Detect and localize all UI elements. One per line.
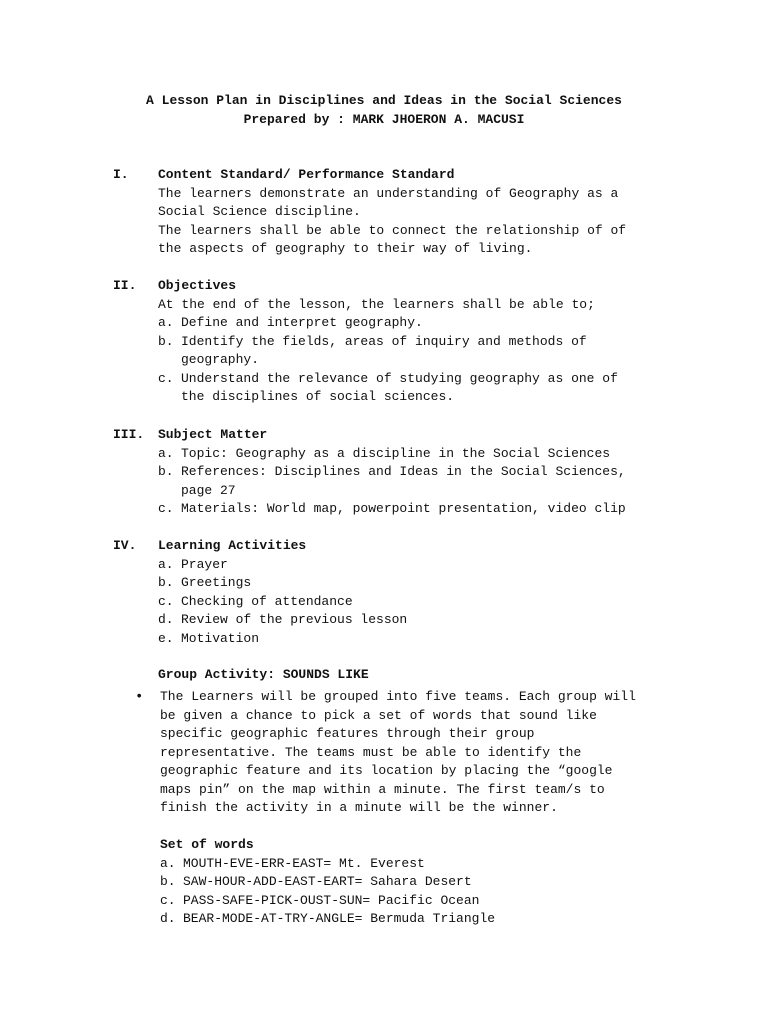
section-heading: Objectives [158, 278, 237, 293]
list-item-label: a. [158, 315, 174, 330]
paragraph-line: finish the activity in a minute will be the winner. [160, 800, 558, 815]
list-item-label: d. [158, 612, 174, 627]
paragraph-line: representative. The teams must be able to identify the [160, 744, 582, 760]
list-item-label: a. [158, 556, 174, 572]
list-item-text: Greetings [181, 575, 252, 590]
list-item-label: a. [160, 855, 176, 871]
list-item-label: d. [160, 911, 176, 926]
list-item-label: c. [158, 593, 174, 609]
paragraph-line: be given a chance to pick a set of words that sound like [160, 707, 597, 723]
section-subject-matter [113, 426, 673, 519]
list-item [158, 314, 673, 333]
list-item-text: PASS-SAFE-PICK-OUST-SUN= Pacific Ocean [183, 892, 480, 908]
paragraph-line: the aspects of geography to their way of living. [158, 241, 533, 256]
section-content-standard [113, 166, 673, 259]
list-item-text: MOUTH-EVE-ERR-EAST= Mt. Everest [183, 855, 425, 871]
list-item [158, 630, 673, 649]
section-heading: Learning Activities [158, 538, 307, 553]
set-of-words-heading: Set of words [160, 837, 254, 852]
paragraph-line: The learners demonstrate an understanding of Geography as a [158, 185, 619, 201]
list-item-text: Identify the fields, areas of inquiry and methods of [181, 333, 587, 349]
group-activity-heading: Group Activity: SOUNDS LIKE [158, 667, 369, 682]
paragraph-line: Social Science discipline. [158, 204, 361, 219]
list-item-label: e. [158, 630, 174, 646]
paragraph-line: maps pin” on the map within a minute. The first team/s to [160, 781, 605, 797]
section-learning-activities [113, 537, 673, 648]
list-item-text: Prayer [181, 556, 228, 572]
list-item-label: b. [158, 575, 174, 590]
list-item-text: geography. [181, 352, 260, 367]
list-item-text: Topic: Geography as a discipline in the Social Sciences [181, 445, 611, 461]
paragraph-line: specific geographic features through their group [160, 726, 535, 741]
list-item [158, 463, 673, 500]
section-heading: Content Standard/ Performance Standard [158, 167, 455, 182]
document-author: Prepared by : MARK JHOERON A. MACUSI [243, 111, 525, 127]
list-item-label: c. [160, 892, 176, 908]
list-item-text: Checking of attendance [181, 593, 353, 609]
list-item-label: b. [160, 874, 176, 889]
section-objectives [113, 277, 673, 407]
list-item [158, 333, 673, 370]
group-activity-description [160, 688, 720, 818]
list-item-label: c. [158, 370, 174, 386]
section-number: II. [113, 278, 137, 293]
list-item-text: Understand the relevance of studying geography as one of [181, 370, 618, 386]
list-item [158, 500, 673, 519]
paragraph-line: geographic feature and its location by placing the “google [160, 763, 613, 778]
list-item [160, 855, 720, 874]
list-item [158, 593, 673, 612]
list-item-text: Define and interpret geography. [181, 315, 423, 330]
list-item-text: References: Disciplines and Ideas in the Social Sciences, [181, 464, 626, 479]
list-item-text: Materials: World map, powerpoint presentation, video clip [181, 501, 626, 516]
section-intro: At the end of the lesson, the learners shall be able to; [158, 296, 595, 312]
list-item-label: b. [158, 333, 174, 349]
paragraph-line: The Learners will be grouped into five teams. Each group will [160, 689, 636, 704]
document-title: A Lesson Plan in Disciplines and Ideas in the Social Sciences [146, 93, 622, 108]
set-of-words [160, 836, 720, 929]
list-item [158, 445, 673, 464]
bullet-icon: • [135, 689, 144, 705]
list-item [158, 556, 673, 575]
list-item [158, 611, 673, 630]
list-item-text: Review of the previous lesson [181, 612, 408, 627]
list-item-text: Motivation [181, 630, 260, 646]
list-item [160, 910, 720, 929]
section-number: IV. [113, 538, 137, 553]
list-item [158, 574, 673, 593]
list-item [160, 892, 720, 911]
list-item-text: page 27 [181, 482, 236, 498]
list-item-text: BEAR-MODE-AT-TRY-ANGLE= Bermuda Triangle [183, 911, 496, 926]
section-number: III. [113, 427, 145, 442]
paragraph-line: The learners shall be able to connect the relationship of of [158, 222, 627, 238]
list-item-label: a. [158, 445, 174, 461]
section-number: I. [113, 167, 129, 182]
list-item-label: c. [158, 501, 174, 516]
list-item-label: b. [158, 464, 174, 479]
list-item [160, 873, 720, 892]
list-item-text: the disciplines of social sciences. [181, 389, 455, 404]
list-item [158, 370, 673, 407]
section-heading: Subject Matter [158, 427, 268, 442]
title-block [0, 92, 768, 129]
list-item-text: SAW-HOUR-ADD-EAST-EART= Sahara Desert [183, 874, 472, 889]
